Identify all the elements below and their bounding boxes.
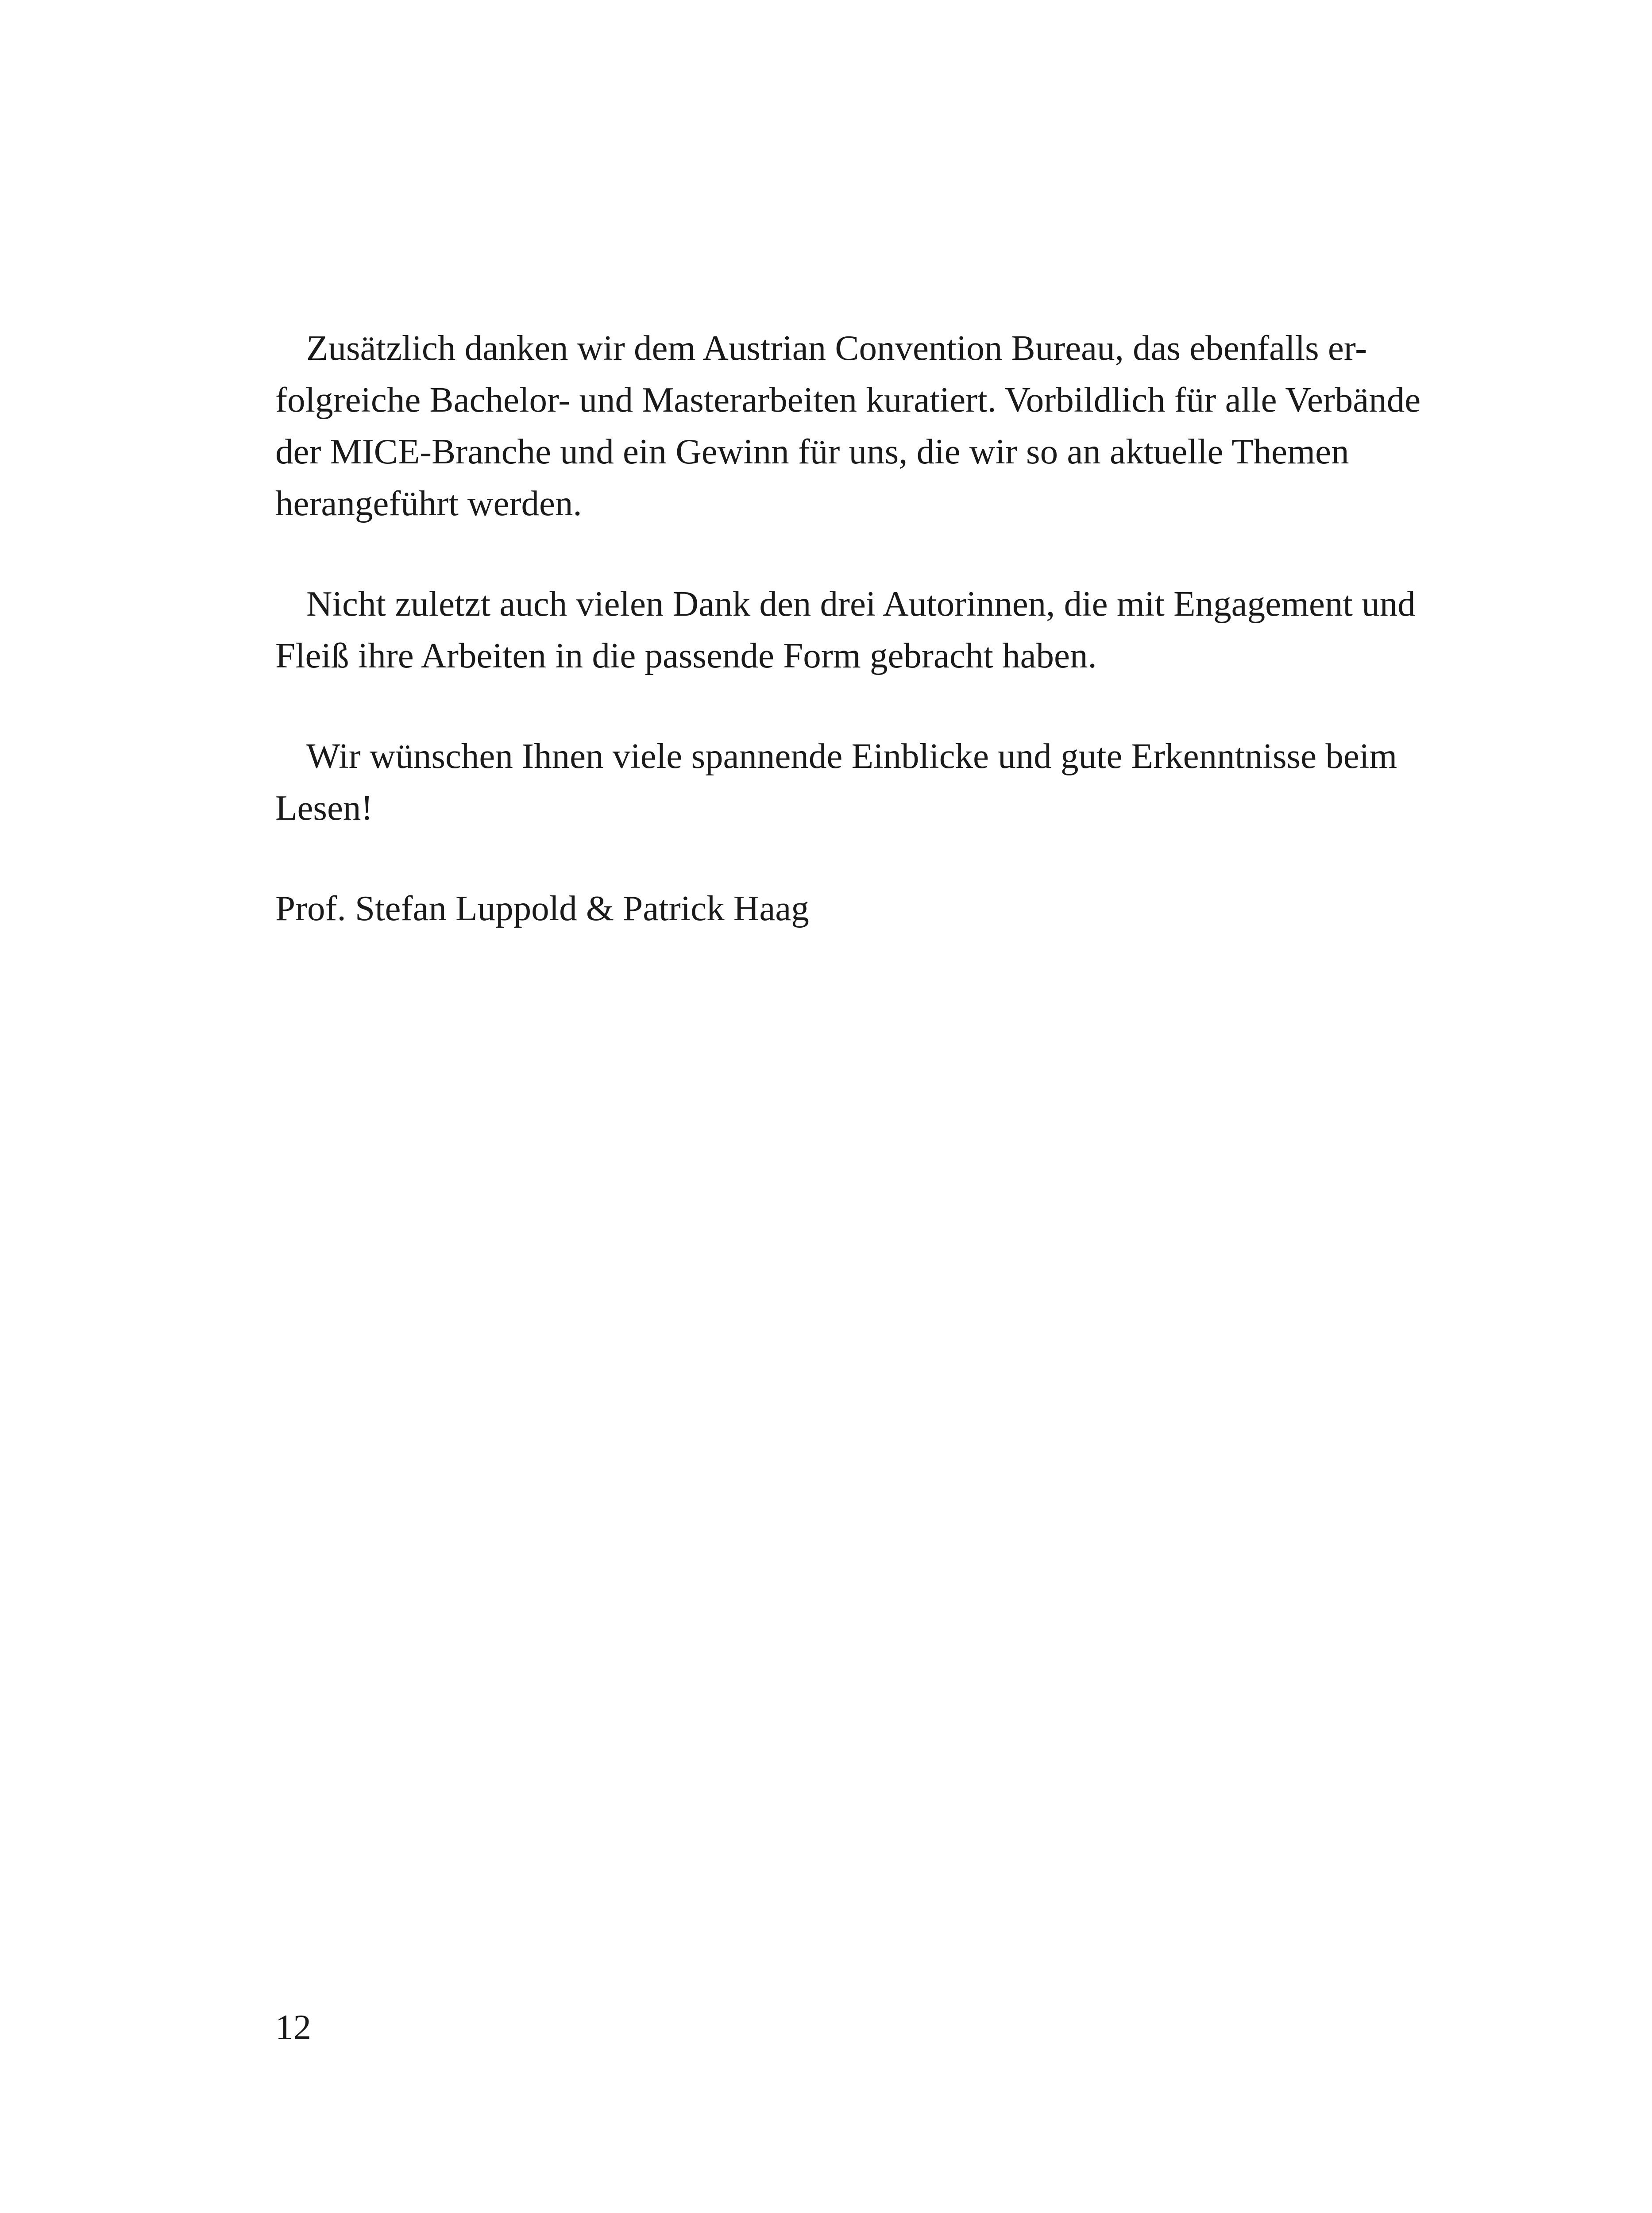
- text-line: Wir wünschen Ihnen viele spannende Einblicke und gute Erkenntnisse beim: [306, 736, 1397, 776]
- body-text: [275, 322, 1435, 934]
- paragraph-thanks-authors: [275, 578, 1435, 682]
- text-line: der MICE-Branche und ein Gewinn für uns, die wir so an aktuelle Themen: [275, 432, 1349, 471]
- paragraph-acknowledgement-acb: [275, 322, 1435, 529]
- text-line: Nicht zuletzt auch vielen Dank den drei Autorinnen, die mit Engagement und: [306, 584, 1416, 624]
- signature-text: Prof. Stefan Luppold & Patrick Haag: [275, 888, 809, 928]
- text-line: Lesen!: [275, 788, 373, 828]
- paragraph-closing-wish: [275, 730, 1435, 834]
- page-number: 12: [275, 2007, 311, 2047]
- signature: [275, 883, 1435, 934]
- text-line: herangeführt werden.: [275, 483, 582, 523]
- text-line: folgreiche Bachelor- und Masterarbeiten kuratiert. Vorbildlich für alle Verbände: [275, 380, 1421, 420]
- text-line: Zusätzlich danken wir dem Austrian Convention Bureau, das ebenfalls er-: [306, 328, 1367, 368]
- text-line: Fleiß ihre Arbeiten in die passende Form gebracht haben.: [275, 636, 1097, 675]
